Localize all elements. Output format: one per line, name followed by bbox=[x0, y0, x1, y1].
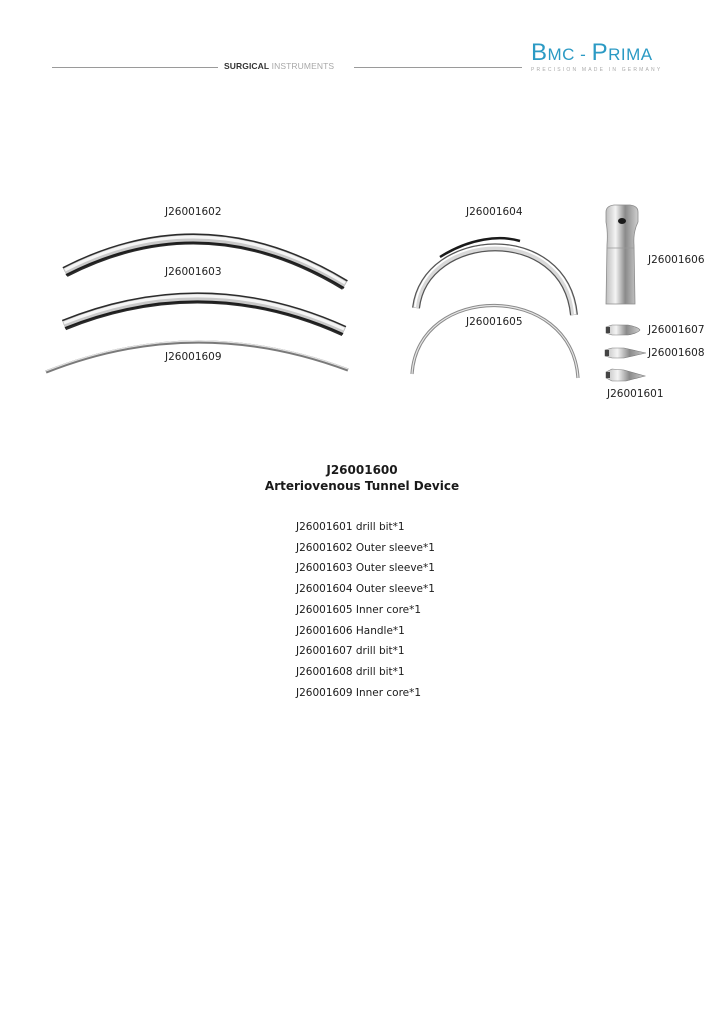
component-item: J26001609 Inner core*1 bbox=[296, 686, 422, 699]
component-item: J26001606 Handle*1 bbox=[296, 624, 405, 637]
component-item: J26001607 drill bit*1 bbox=[296, 645, 405, 658]
label-j26001602: J26001602 bbox=[165, 206, 222, 218]
component-item: J26001603 Outer sleeve*1 bbox=[296, 562, 435, 575]
component-item: J26001605 Inner core*1 bbox=[296, 603, 422, 616]
product-code: J26001600 bbox=[326, 463, 398, 477]
label-j26001607: J26001607 bbox=[648, 324, 705, 336]
label-j26001603: J26001603 bbox=[165, 266, 222, 278]
label-j26001601: J26001601 bbox=[607, 388, 664, 400]
product-name: Arteriovenous Tunnel Device bbox=[264, 479, 460, 493]
label-j26001606: J26001606 bbox=[648, 254, 705, 266]
label-j26001604: J26001604 bbox=[466, 206, 523, 218]
component-item: J26001601 drill bit*1 bbox=[296, 521, 405, 533]
label-j26001605: J26001605 bbox=[466, 316, 523, 328]
components-list bbox=[296, 517, 435, 703]
product-title bbox=[0, 462, 724, 494]
component-item: J26001604 Outer sleeve*1 bbox=[296, 583, 435, 596]
section-title-light: INSTRUMENTS bbox=[271, 61, 335, 71]
label-j26001609: J26001609 bbox=[165, 351, 222, 363]
label-j26001608: J26001608 bbox=[648, 347, 705, 359]
section-title-bold: SURGICAL bbox=[224, 61, 270, 71]
component-item: J26001602 Outer sleeve*1 bbox=[296, 541, 435, 554]
brand-tagline: PRECISION MADE IN GERMANY bbox=[531, 67, 663, 73]
component-item: J26001608 drill bit*1 bbox=[296, 665, 405, 678]
brand-logo-wordmark: BMC - PRIMA bbox=[531, 39, 653, 66]
